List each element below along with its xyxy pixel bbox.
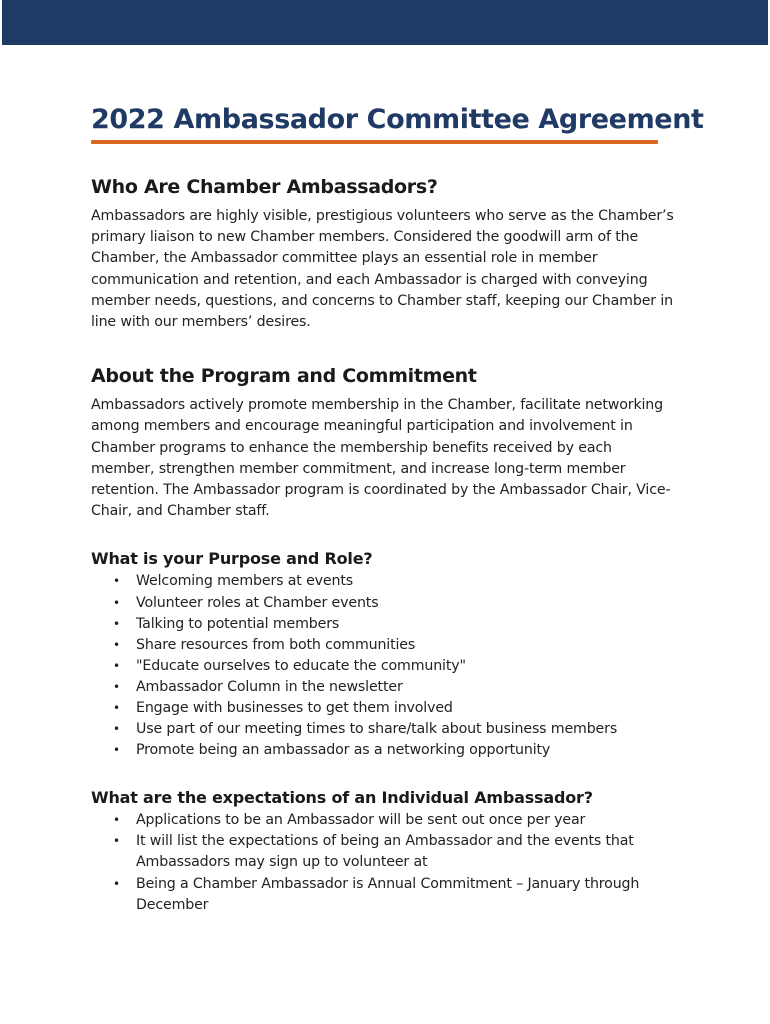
bullet-icon: • bbox=[113, 834, 120, 849]
list-item: • Volunteer roles at Chamber events bbox=[136, 593, 683, 614]
list-item: • Promote being an ambassador as a networking opportunity bbox=[136, 740, 683, 761]
bullet-icon: • bbox=[113, 876, 120, 891]
bullet-icon: • bbox=[113, 637, 120, 652]
section-heading-about-program: About the Program and Commitment bbox=[91, 365, 477, 388]
list-item: • Talking to potential members bbox=[136, 614, 683, 635]
section-heading-purpose-role: What is your Purpose and Role? bbox=[91, 549, 373, 569]
bullet-icon: • bbox=[113, 743, 120, 758]
bullet-icon: • bbox=[113, 616, 120, 631]
purpose-role-list bbox=[91, 571, 683, 761]
list-item: • Ambassador Column in the newsletter bbox=[136, 677, 683, 698]
paragraph-line: Chair, and Chamber staff. bbox=[91, 503, 270, 520]
bullet-icon: • bbox=[113, 701, 120, 715]
document-body bbox=[91, 100, 704, 916]
bullet-icon: • bbox=[113, 813, 120, 828]
bullet-icon: • bbox=[113, 658, 120, 673]
paragraph-line: retention. The Ambassador program is coordinated by the Ambassador Chair, Vice- bbox=[91, 482, 671, 499]
paragraph-line: communication and retention, and each Ambassador is charged with conveying bbox=[91, 271, 648, 288]
list-item: • Welcoming members at events bbox=[136, 571, 683, 592]
section-paragraph-about-program bbox=[91, 395, 683, 522]
bullet-icon: • bbox=[113, 679, 120, 694]
list-item: • Being a Chamber Ambassador is Annual Commitment – January through December bbox=[113, 875, 640, 913]
paragraph-line: Ambassadors are highly visible, prestigious volunteers who serve as the Chamber’s bbox=[91, 208, 674, 224]
bullet-icon: • bbox=[113, 722, 120, 737]
paragraph-line: member, strengthen member commitment, and increase long-term member bbox=[91, 460, 626, 477]
paragraph-line: primary liaison to new Chamber members. Considered the goodwill arm of the bbox=[91, 229, 639, 246]
list-item: • "Educate ourselves to educate the community" bbox=[136, 656, 683, 677]
header-bar bbox=[2, 0, 768, 45]
paragraph-line: line with our members’ desires. bbox=[91, 314, 311, 331]
list-item: • Share resources from both communities bbox=[136, 635, 683, 656]
paragraph-line: among members and encourage meaningful participation and involvement in bbox=[91, 418, 633, 435]
section-heading-expectations: What are the expectations of an Individual Ambassador? bbox=[91, 788, 593, 808]
paragraph-line: Chamber programs to enhance the membership benefits received by each bbox=[91, 439, 612, 456]
section-heading-who-are-ambassadors: Who Are Chamber Ambassadors? bbox=[91, 176, 438, 198]
title-underline bbox=[91, 140, 658, 144]
list-item: • Use part of our meeting times to share/talk about business members bbox=[136, 719, 683, 740]
bullet-icon: • bbox=[113, 595, 120, 610]
paragraph-line: Ambassadors actively promote membership in the Chamber, facilitate networking bbox=[91, 397, 663, 414]
bullet-icon: • bbox=[113, 574, 120, 589]
document-title: 2022 Ambassador Committee Agreement bbox=[91, 104, 704, 135]
expectations-list bbox=[91, 810, 683, 915]
section-paragraph-who-are-ambassadors bbox=[91, 206, 683, 333]
list-item: • Applications to be an Ambassador will be sent out once per year bbox=[136, 810, 683, 831]
paragraph-line: Chamber, the Ambassador committee plays an essential role in member bbox=[91, 250, 598, 267]
paragraph-line: member needs, questions, and concerns to Chamber staff, keeping our Chamber in bbox=[91, 292, 673, 309]
list-item: • It will list the expectations of being an Ambassador and the events that Ambassadors may sign up to volunteer at bbox=[113, 833, 634, 871]
list-item: • Engage with businesses to get them involved bbox=[136, 698, 683, 719]
